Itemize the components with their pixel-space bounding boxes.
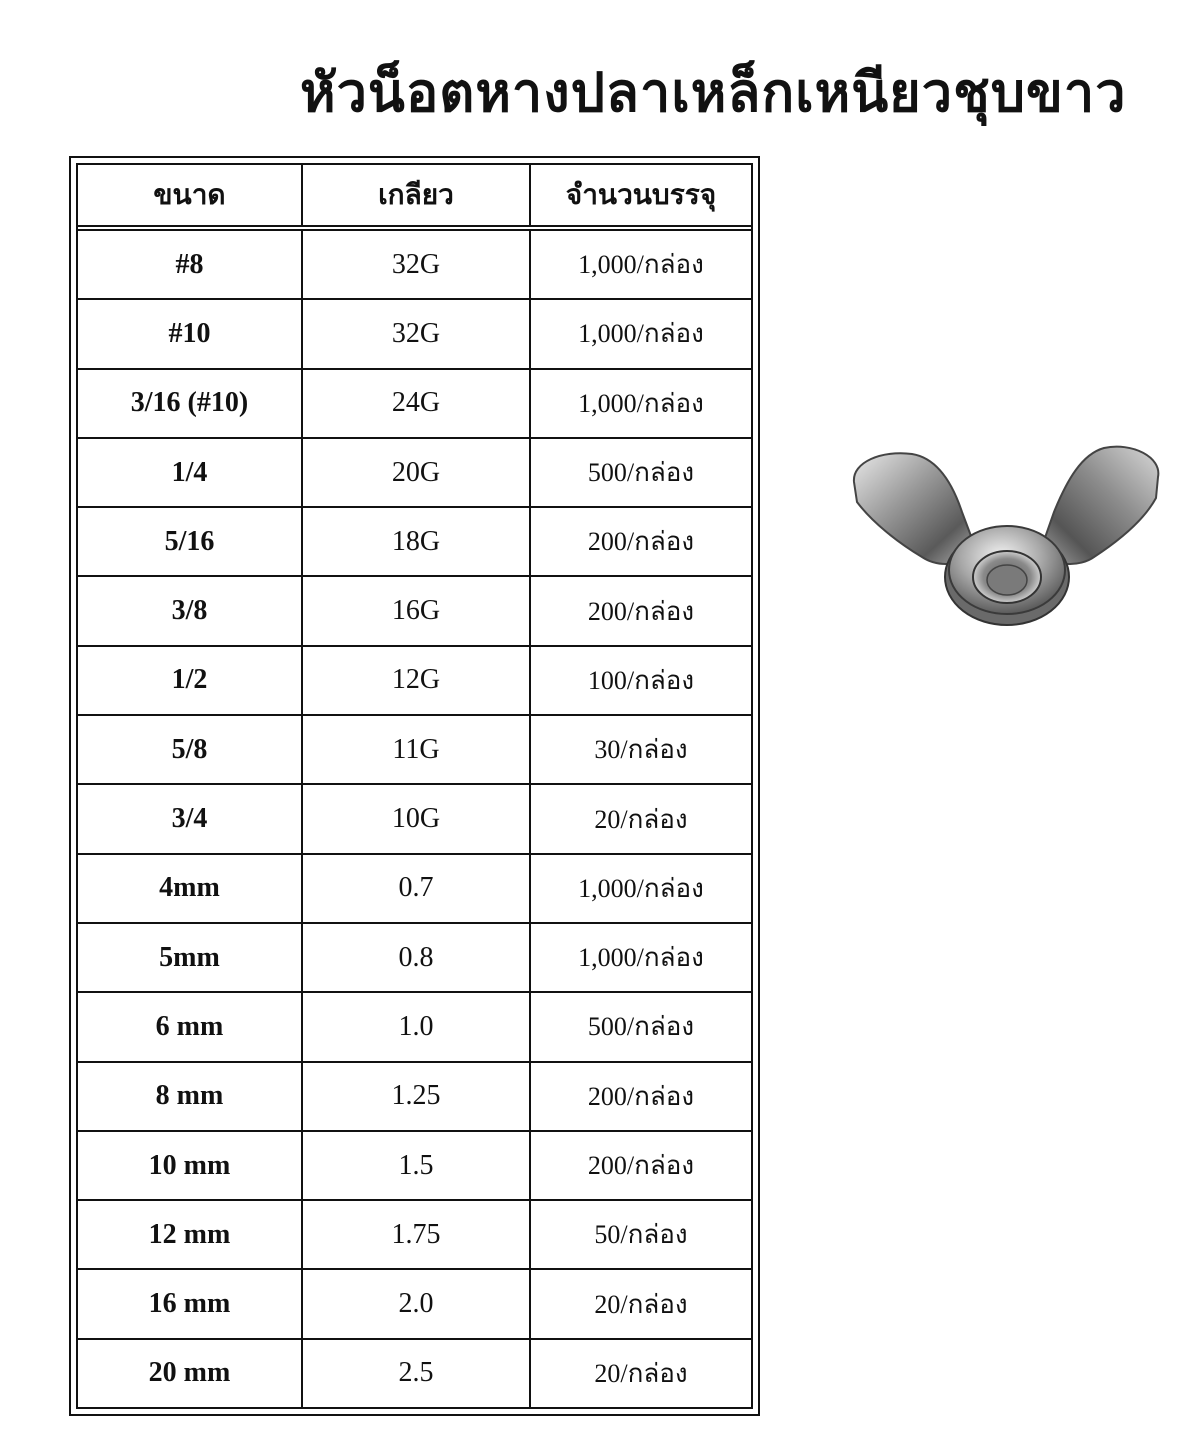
size-cell: 3/4 — [78, 785, 303, 852]
qty-cell: 200/กล่อง — [587, 527, 695, 557]
thread-cell: 20G — [303, 439, 531, 506]
table-row — [78, 437, 751, 506]
thread-cell: 1.0 — [303, 993, 531, 1060]
qty-cell: 1,000/กล่อง — [578, 388, 704, 418]
thread-cell: 1.75 — [303, 1201, 531, 1268]
size-cell: 4mm — [78, 855, 303, 922]
size-cell: #10 — [78, 300, 303, 367]
table-row — [78, 1130, 751, 1199]
qty-cell: 30/กล่อง — [594, 735, 688, 765]
qty-cell: 500/กล่อง — [587, 458, 695, 488]
header-thread: เกลียว — [303, 165, 531, 225]
thread-cell: 24G — [303, 370, 531, 437]
wing-nut-icon — [842, 432, 1170, 632]
table-row — [78, 991, 751, 1060]
table-row — [78, 1338, 751, 1407]
qty-cell: 1,000/กล่อง — [578, 250, 704, 280]
size-cell: 10 mm — [78, 1132, 303, 1199]
table-row — [78, 1199, 751, 1268]
page-title: หัวน็อตหางปลาเหล็กเหนียวชุบขาว — [300, 63, 1127, 123]
thread-cell: 2.5 — [303, 1340, 531, 1407]
size-cell: 1/2 — [78, 647, 303, 714]
thread-cell: 12G — [303, 647, 531, 714]
size-cell: 16 mm — [78, 1270, 303, 1337]
qty-cell: 1,000/กล่อง — [578, 873, 704, 903]
qty-cell: 200/กล่อง — [587, 1151, 695, 1180]
qty-cell: 200/กล่อง — [587, 596, 695, 626]
size-cell: 8 mm — [78, 1063, 303, 1130]
thread-cell: 11G — [303, 716, 531, 783]
thread-cell: 1.5 — [303, 1132, 531, 1199]
thread-cell: 16G — [303, 577, 531, 644]
table-row — [78, 645, 751, 714]
size-cell: 3/16 (#10) — [78, 370, 303, 437]
table-header-row — [78, 165, 751, 225]
thread-cell: 32G — [303, 300, 531, 367]
table-row — [78, 714, 751, 783]
thread-cell: 0.7 — [303, 855, 531, 922]
size-cell: 20 mm — [78, 1340, 303, 1407]
thread-cell: 10G — [303, 785, 531, 852]
size-cell: 5/8 — [78, 716, 303, 783]
table-row — [78, 298, 751, 367]
qty-cell: 1,000/กล่อง — [578, 319, 704, 349]
thread-cell: 2.0 — [303, 1270, 531, 1337]
size-cell: 5/16 — [78, 508, 303, 575]
table-row — [78, 922, 751, 991]
qty-cell: 20/กล่อง — [594, 1358, 688, 1388]
thread-cell: 32G — [303, 231, 531, 298]
size-cell: 6 mm — [78, 993, 303, 1060]
qty-cell: 20/กล่อง — [594, 1289, 688, 1319]
spec-table-inner — [76, 163, 753, 1409]
thread-cell: 1.25 — [303, 1063, 531, 1130]
header-qty: จำนวนบรรจุ — [565, 180, 717, 211]
qty-cell: 200/กล่อง — [587, 1081, 695, 1111]
table-row — [78, 783, 751, 852]
qty-cell: 500/กล่อง — [587, 1012, 695, 1042]
header-size: ขนาด — [78, 165, 303, 225]
table-row — [78, 225, 751, 298]
table-row — [78, 368, 751, 437]
thread-cell: 0.8 — [303, 924, 531, 991]
table-row — [78, 853, 751, 922]
size-cell: 5mm — [78, 924, 303, 991]
qty-cell: 20/กล่อง — [594, 804, 688, 834]
table-row — [78, 575, 751, 644]
table-row — [78, 1061, 751, 1130]
size-cell: 3/8 — [78, 577, 303, 644]
size-cell: 12 mm — [78, 1201, 303, 1268]
table-row — [78, 1268, 751, 1337]
qty-cell: 100/กล่อง — [587, 665, 695, 695]
qty-cell: 1,000/กล่อง — [578, 943, 704, 973]
spec-table — [69, 156, 760, 1416]
table-row — [78, 506, 751, 575]
qty-cell: 50/กล่อง — [594, 1220, 688, 1250]
thread-cell: 18G — [303, 508, 531, 575]
size-cell: #8 — [78, 231, 303, 298]
size-cell: 1/4 — [78, 439, 303, 506]
